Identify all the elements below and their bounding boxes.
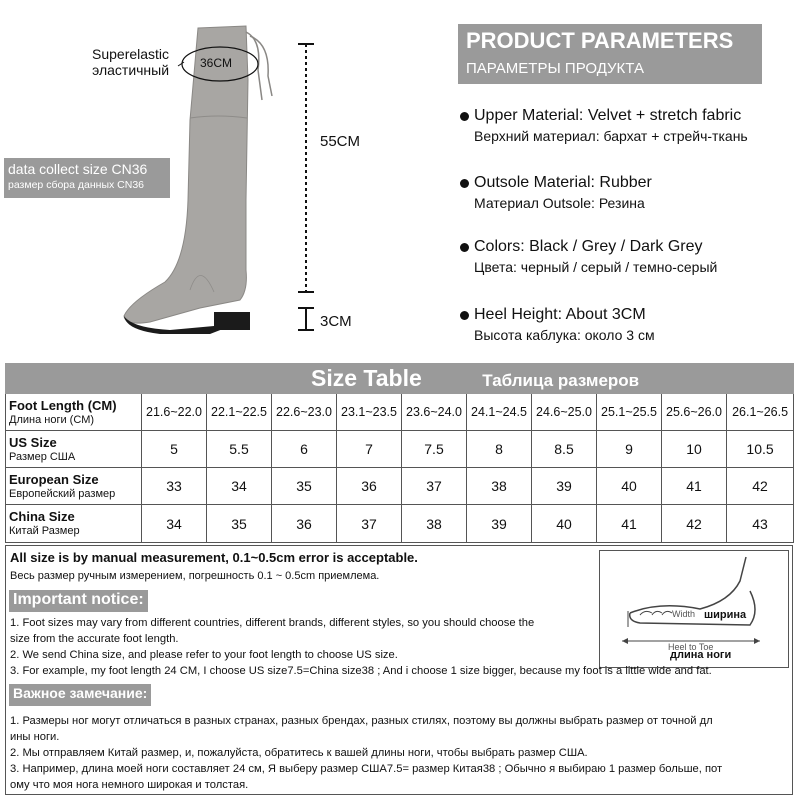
- row-label-ru: Длина ноги (CM): [9, 413, 95, 426]
- table-cell: 41: [597, 505, 662, 543]
- row-label: [6, 505, 142, 543]
- table-cell: 26.1~26.5: [727, 394, 794, 431]
- table-cell: 22.1~22.5: [207, 394, 272, 431]
- notice-ru-line: ины ноги.: [10, 731, 60, 743]
- table-cell: 35: [207, 505, 272, 543]
- table-cell: 25.6~26.0: [662, 394, 727, 431]
- collect-ru: размер сбора данных CN36: [8, 179, 145, 191]
- table-cell: 37: [337, 505, 402, 543]
- heel-to-toe-label: длина ноги: [670, 649, 732, 661]
- parameter-colors: [460, 237, 790, 277]
- table-row-china-size: [6, 505, 794, 543]
- table-cell: 7.5: [402, 431, 467, 468]
- width-en: Width: [672, 609, 696, 619]
- table-cell: 39: [467, 505, 532, 543]
- collect-en: data collect size CN36: [8, 161, 148, 177]
- parameter-ru: Материал Outsole: Резина: [474, 195, 645, 211]
- circumference-label: 36CM: [200, 56, 233, 70]
- measurement-note-en: All size is by manual measurement, 0.1~0.5cm error is acceptable.: [10, 550, 418, 565]
- row-label-en: China Size: [9, 509, 75, 524]
- table-cell: 37: [402, 468, 467, 505]
- parameter-en: Heel Height: About 3CM: [460, 305, 790, 325]
- notice-en-line: 2. We send China size, and please refer to your foot length to choose US size.: [10, 649, 398, 661]
- row-label-ru: Европейский размер: [9, 487, 116, 500]
- table-cell: 34: [142, 505, 207, 543]
- notice-ru-line: 3. Например, длина моей ноги составляет 24 см, Я выберу размер США7.5= размер Китая38 ; Обычно я выбираю 1 размер больше, пот: [10, 763, 723, 775]
- notice-en-line: 1. Foot sizes may vary from different countries, different brands, different styles, so you should choose the: [10, 617, 535, 629]
- table-cell: 10.5: [727, 431, 794, 468]
- table-cell: 5.5: [207, 431, 272, 468]
- row-label-en: Foot Length (CM): [9, 397, 117, 413]
- table-cell: 41: [662, 468, 727, 505]
- superelastic-ru: эластичный: [92, 62, 170, 78]
- superelastic-en: Superelastic: [92, 46, 170, 62]
- table-cell: 25.1~25.5: [597, 394, 662, 431]
- table-cell: 36: [272, 505, 337, 543]
- notice-ru-line: 2. Мы отправляем Китай размер, и, пожалуйста, обратитесь к вашей длины ноги, чтобы выбрать размер США.: [10, 747, 588, 759]
- parameter-ru: Высота каблука: около 3 см: [474, 327, 655, 343]
- notice-ru-line: 1. Размеры ног могут отличаться в разных странах, разных брендах, разных стилях, поэтому вы должны выбрать размер от точной дл: [10, 715, 713, 727]
- row-label: [6, 431, 142, 468]
- table-cell: 35: [272, 468, 337, 505]
- table-row-european-size: [6, 468, 794, 505]
- measurement-note-ru: Весь размер ручным измерением, погрешность 0.1 ~ 0.5cm приемлема.: [10, 570, 380, 582]
- table-cell: 24.1~24.5: [467, 394, 532, 431]
- parameters-subtitle: ПАРАМЕТРЫ ПРОДУКТА: [466, 60, 644, 77]
- table-cell: 38: [467, 468, 532, 505]
- table-cell: 5: [142, 431, 207, 468]
- table-cell: 43: [727, 505, 794, 543]
- table-cell: 22.6~23.0: [272, 394, 337, 431]
- table-row-foot-length: [6, 394, 794, 431]
- parameter-upper-material: [460, 106, 790, 146]
- parameters-title: PRODUCT PARAMETERS: [466, 28, 734, 53]
- superelastic-label: [92, 46, 169, 78]
- notice-ru-line: ому что моя нога немного широкая и толстая.: [10, 779, 249, 791]
- table-cell: 40: [532, 505, 597, 543]
- table-cell: 38: [402, 505, 467, 543]
- row-label-ru: Размер США: [9, 450, 76, 463]
- notice-en-line: size from the accurate foot length.: [10, 633, 179, 645]
- table-cell: 40: [597, 468, 662, 505]
- table-cell: 8: [467, 431, 532, 468]
- parameter-en: Upper Material: Velvet + stretch fabric: [460, 106, 790, 126]
- size-table-title: Size Table: [311, 365, 422, 391]
- foot-measurement-figure: [599, 550, 789, 668]
- size-table-header: [6, 364, 794, 394]
- notes-section: [5, 545, 793, 795]
- row-label-ru: Китай Размер: [9, 525, 80, 537]
- table-cell: 21.6~22.0: [142, 394, 207, 431]
- data-collect-badge: [4, 158, 170, 198]
- boot-illustration: [0, 0, 450, 360]
- table-row-us-size: [6, 431, 794, 468]
- table-cell: 39: [532, 468, 597, 505]
- table-cell: 10: [662, 431, 727, 468]
- table-cell: 34: [207, 468, 272, 505]
- size-table: [5, 363, 794, 543]
- shaft-height-label: 55CM: [320, 133, 361, 150]
- parameter-ru: Верхний материал: бархат + стрейч-ткань: [474, 128, 748, 144]
- parameters-header: [458, 24, 762, 84]
- parameter-en: Outsole Material: Rubber: [460, 173, 790, 193]
- row-label: [6, 394, 142, 431]
- parameter-heel-height: [460, 305, 790, 345]
- important-notice-title: Important notice:: [9, 590, 148, 612]
- row-label-en: European Size: [9, 471, 99, 487]
- table-cell: 23.1~23.5: [337, 394, 402, 431]
- parameter-en: Colors: Black / Grey / Dark Grey: [460, 237, 790, 257]
- size-table-title-ru: Таблица размеров: [482, 371, 640, 390]
- table-cell: 6: [272, 431, 337, 468]
- table-cell: 42: [727, 468, 794, 505]
- heel-height-label: 3CM: [320, 313, 352, 330]
- table-cell: 23.6~24.0: [402, 394, 467, 431]
- heel-to-toe-en: Heel to Toe: [668, 642, 714, 652]
- table-cell: 7: [337, 431, 402, 468]
- parameter-ru: Цвета: черный / серый / темно-серый: [474, 259, 718, 275]
- table-cell: 24.6~25.0: [532, 394, 597, 431]
- notice-en-line: 3. For example, my foot length 24 CM, I choose US size7.5=China size38 ; And i choose 1 size bigger, because my foot is a little wide and fat.: [10, 665, 712, 677]
- table-cell: 42: [662, 505, 727, 543]
- row-label: [6, 468, 142, 505]
- width-label: ширина: [704, 609, 747, 621]
- parameter-outsole-material: [460, 173, 790, 213]
- important-notice-ru-title: Важное замечание:: [9, 684, 151, 706]
- table-cell: 8.5: [532, 431, 597, 468]
- table-cell: 36: [337, 468, 402, 505]
- table-cell: 33: [142, 468, 207, 505]
- row-label-en: US Size: [9, 434, 57, 450]
- table-cell: 9: [597, 431, 662, 468]
